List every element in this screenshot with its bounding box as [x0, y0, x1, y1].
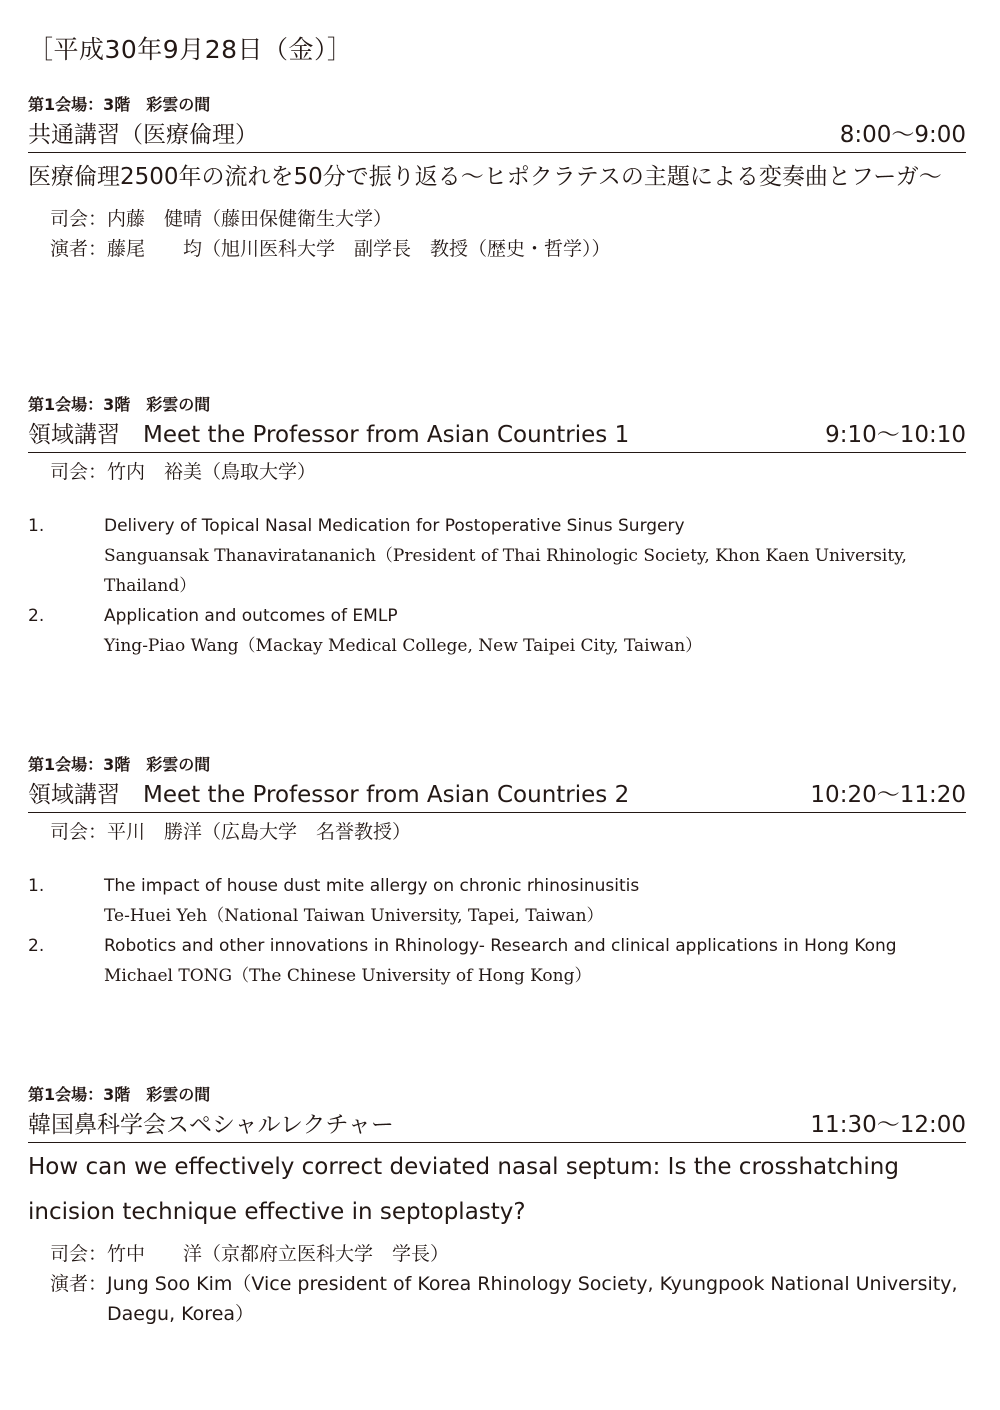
persons: [28, 457, 966, 487]
speaker-role: 演者：: [50, 1273, 108, 1295]
session-title: 共通講習（医療倫理）: [28, 122, 258, 148]
item-title: Application and outcomes of EMLP: [104, 606, 398, 626]
moderator-role: 司会：: [50, 461, 108, 483]
speaker-name: 藤尾 均（旭川医科大学 副学長 教授（歴史・哲学））: [107, 238, 611, 260]
session-header: [28, 418, 966, 453]
item-title: Delivery of Topical Nasal Medication for Postoperative Sinus Surgery: [104, 516, 685, 536]
list-item: [28, 601, 966, 661]
persons: [28, 204, 966, 264]
lecture-list: [28, 511, 966, 661]
venue-label: 第1会場：3階 彩雲の間: [28, 1085, 211, 1104]
moderator: [50, 457, 966, 487]
speaker-role: 演者：: [50, 238, 108, 260]
lecture-title: How can we effectively correct deviated nasal septum: Is the crosshatching incision technique effective in septoplasty?: [28, 1154, 899, 1225]
moderator: [50, 1239, 966, 1269]
page-date: ［平成30年9月28日（金）］: [28, 35, 353, 64]
moderator-name: 平川 勝洋（広島大学 名誉教授）: [107, 821, 412, 843]
list-item: [28, 871, 966, 931]
item-author: Michael TONG（The Chinese University of Hong Kong）: [104, 966, 592, 986]
list-item: [28, 511, 966, 601]
session-korea-lecture: [28, 1084, 966, 1329]
persons: [28, 1239, 966, 1329]
list-item: [28, 931, 966, 991]
moderator-name: 竹中 洋（京都府立医科大学 学長）: [107, 1243, 450, 1265]
moderator-role: 司会：: [50, 208, 108, 230]
moderator-role: 司会：: [50, 821, 108, 843]
item-author: Te-Huei Yeh（National Taiwan University, Tapei, Taiwan）: [104, 906, 604, 926]
lecture-list: [28, 871, 966, 991]
item-number: 2.: [28, 936, 45, 956]
session-time: 10:20〜11:20: [810, 782, 966, 808]
item-number: 1.: [28, 876, 45, 896]
speaker-name: Jung Soo Kim（Vice president of Korea Rhinology Society, Kyungpook National University, Daegu, Korea）: [107, 1273, 958, 1325]
session-asian-2: [28, 754, 966, 991]
venue-label: 第1会場：3階 彩雲の間: [28, 395, 211, 414]
venue-label: 第1会場：3階 彩雲の間: [28, 755, 211, 774]
item-number: 1.: [28, 516, 45, 536]
session-header: [28, 778, 966, 813]
moderator: [50, 817, 966, 847]
session-title: 韓国鼻科学会スペシャルレクチャー: [28, 1112, 394, 1138]
moderator: [50, 204, 966, 234]
session-ethics: [28, 94, 966, 264]
moderator-name: 内藤 健晴（藤田保健衛生大学）: [107, 208, 393, 230]
item-title: The impact of house dust mite allergy on chronic rhinosinusitis: [104, 876, 640, 896]
session-time: 11:30〜12:00: [810, 1112, 966, 1138]
session-title: 領域講習 Meet the Professor from Asian Countries 1: [28, 422, 630, 448]
session-time: 8:00〜9:00: [839, 122, 966, 148]
session-asian-1: [28, 394, 966, 661]
speaker: [50, 1269, 966, 1329]
venue-label: 第1会場：3階 彩雲の間: [28, 95, 211, 114]
item-author: Ying-Piao Wang（Mackay Medical College, New Taipei City, Taiwan）: [104, 636, 703, 656]
item-author: Sanguansak Thanaviratananich（President of Thai Rhinologic Society, Khon Kaen University, Thailand）: [104, 546, 907, 596]
session-time: 9:10〜10:10: [825, 422, 966, 448]
item-number: 2.: [28, 606, 45, 626]
item-title: Robotics and other innovations in Rhinology- Research and clinical applications in Hong Kong: [104, 936, 897, 956]
moderator-name: 竹内 裕美（鳥取大学）: [107, 461, 317, 483]
moderator-role: 司会：: [50, 1243, 108, 1265]
persons: [28, 817, 966, 847]
session-header: [28, 118, 966, 153]
session-header: [28, 1108, 966, 1143]
speaker: [50, 234, 966, 264]
lecture-title: 医療倫理2500年の流れを50分で振り返る〜ヒポクラテスの主題による変奏曲とフーガ〜: [28, 164, 942, 190]
session-title: 領域講習 Meet the Professor from Asian Countries 2: [28, 782, 630, 808]
